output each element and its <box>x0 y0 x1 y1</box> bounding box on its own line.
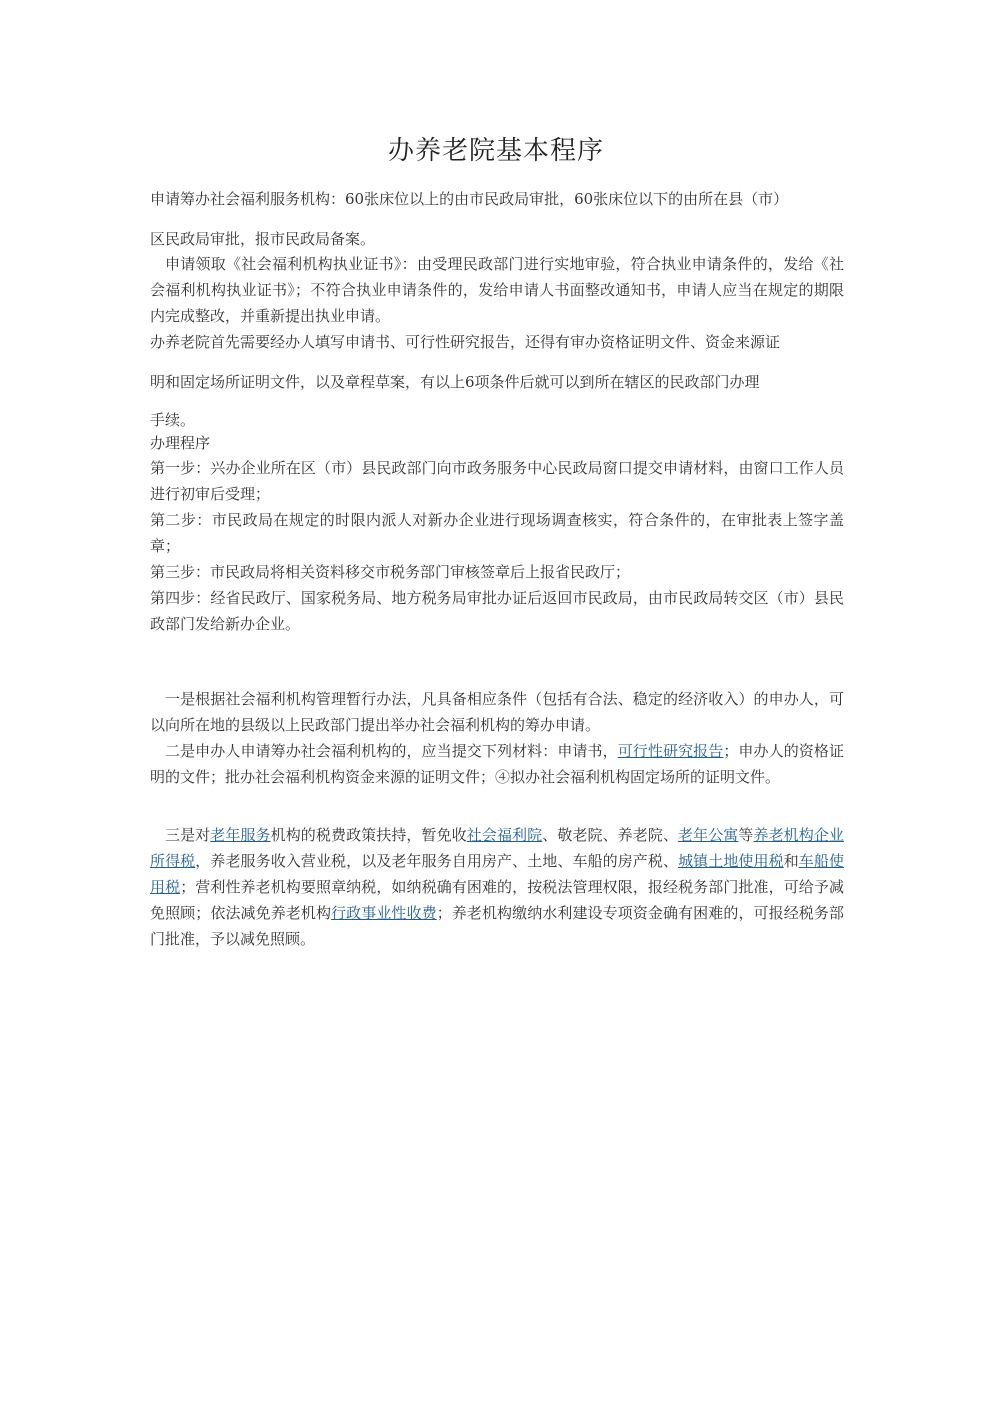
paragraph-line: 手续。 <box>150 411 196 429</box>
section-text: 二是申办人申请筹办社会福利机构的，应当提交下列材料：申请书， <box>165 742 618 760</box>
senior-apartment-link[interactable]: 老年公寓 <box>678 826 739 844</box>
elderly-service-link[interactable]: 老年服务 <box>210 826 271 844</box>
section-text: 和 <box>783 852 799 870</box>
section-two <box>150 738 844 790</box>
admin-fee-link[interactable]: 行政事业性收费 <box>331 904 437 922</box>
section-text: 、敬老院、养老院、 <box>542 826 679 844</box>
section-text: 等 <box>738 826 754 844</box>
step-1: 第一步：兴办企业所在区（市）县民政部门向市政务服务中心民政局窗口提交申请材料，由窗口工作人员进行初审后受理； <box>150 459 844 503</box>
vehicle-tax-link[interactable]: 车船使用税 <box>150 852 844 896</box>
paragraph-line: 办养老院首先需要经办人填写申请书、可行性研究报告，还得有审办资格证明文件、资金来源证 <box>150 333 781 351</box>
step-4: 第四步：经省民政厅、国家税务局、地方税务局审批办证后返回市民政局，由市民政局转交区（市）县民政部门发给新办企业。 <box>150 589 844 633</box>
procedure-heading: 办理程序 <box>150 434 211 452</box>
section-text: 机构的税费政策扶持，暂免收 <box>270 826 467 844</box>
section-text: ，养老服务收入营业税，以及老年服务自用房产、土地、车船的房产税、 <box>195 852 679 870</box>
paragraph-license: 申请领取《社会福利机构执业证书》：由受理民政部门进行实地审验，符合执业申请条件的，发给《社会福利机构执业证书》；不符合执业申请条件的，发给申请人书面整改通知书，申请人应当在规定的期限内完成整改，并重新提出执业申请。 <box>150 255 844 325</box>
section-one: 一是根据社会福利机构管理暂行办法，凡具备相应条件（包括有合法、稳定的经济收入）的申办人，可以向所在地的县级以上民政部门提出举办社会福利机构的筹办申请。 <box>150 690 844 734</box>
feasibility-report-link[interactable]: 可行性研究报告 <box>617 742 724 760</box>
paragraph-line: 明和固定场所证明文件，以及章程草案，有以上6项条件后就可以到所在辖区的民政部门办理 <box>150 373 760 391</box>
income-tax-link[interactable]: 养老机构企业所得税 <box>150 826 844 870</box>
page-title: 办养老院基本程序 <box>387 136 604 166</box>
land-use-tax-link[interactable]: 城镇土地使用税 <box>678 852 784 870</box>
section-text: 三是对 <box>165 826 211 844</box>
section-text: ；申办人的资格证明的文件；批办社会福利机构资金来源的证明文件；④拟办社会福利机构固定场所的证明文件。 <box>150 742 844 786</box>
step-2: 第二步：市民政局在规定的时限内派人对新办企业进行现场调查核实，符合条件的，在审批表上签字盖章； <box>150 511 844 555</box>
step-3: 第三步：市民政局将相关资料移交市税务部门审核签章后上报省民政厅； <box>150 563 631 581</box>
section-text: ；养老机构缴纳水利建设专项资金确有困难的，可报经税务部门批准，予以减免照顾。 <box>150 904 844 948</box>
section-text: ；营利性养老机构要照章纳税，如纳税确有困难的，按税法管理权限，报经税务部门批准，可给予减免照顾；依法减免养老机构 <box>150 878 844 922</box>
paragraph-line: 区民政局审批，报市民政局备案。 <box>150 230 376 248</box>
welfare-home-link[interactable]: 社会福利院 <box>466 826 543 844</box>
section-three <box>150 822 844 952</box>
paragraph-line: 申请筹办社会福利服务机构：60张床位以上的由市民政局审批，60张床位以下的由所在县（市） <box>150 190 789 208</box>
